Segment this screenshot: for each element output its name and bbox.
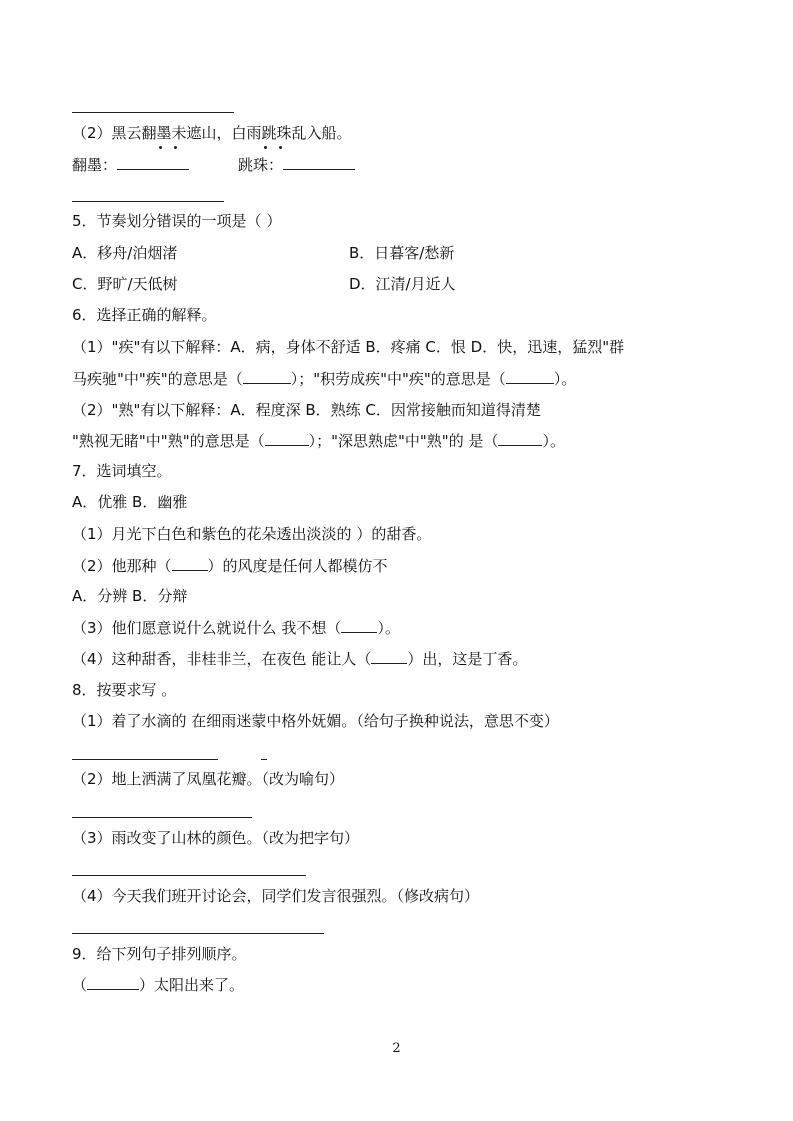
answer-line-q4-1[interactable] bbox=[72, 112, 234, 113]
q9-title: 9．给下列句子排列顺序。 bbox=[72, 945, 247, 963]
q8-title: 8．按要求写 。 bbox=[72, 681, 177, 699]
q8-sentence-4: （4）今天我们班开讨论会，同学们发言很强烈。（修改病句） bbox=[72, 887, 480, 905]
q6-title: 6．选择正确的解释。 bbox=[72, 306, 217, 324]
q5-option-a[interactable]: A．移舟/泊烟渚 bbox=[72, 244, 178, 262]
answer-line-q4-2[interactable] bbox=[72, 201, 224, 202]
q8-sentence-2: （2）地上洒满了凤凰花瓣。（改为喻句） bbox=[72, 770, 345, 788]
answer-line-q8-1b[interactable] bbox=[261, 759, 267, 760]
page-number: 2 bbox=[392, 1041, 401, 1056]
q6-blank-2[interactable] bbox=[506, 369, 554, 384]
q7-blank-4[interactable] bbox=[371, 649, 407, 664]
q6-blank-1[interactable] bbox=[243, 369, 291, 384]
emphasis-dot-fan bbox=[159, 146, 162, 149]
answer-line-q8-3[interactable] bbox=[72, 875, 306, 876]
q7-sentence-4: （4）这种甜香，非桂非兰，在夜色 能让人（ ）出，这是丁香。 bbox=[72, 650, 528, 668]
q7-sentence-2: （2）他那种（ ）的风度是任何人都模仿不 bbox=[72, 557, 388, 575]
q5-option-b[interactable]: B．日暮客/愁新 bbox=[349, 244, 455, 262]
tiaozhu-label: 跳珠： bbox=[238, 156, 284, 174]
q6-part1-line1: （1）"疾"有以下解释：A．病，身体不舒适 B．疼痛 C．恨 D．快，迅速，猛烈"群 bbox=[72, 338, 625, 356]
answer-line-q8-1[interactable] bbox=[72, 759, 218, 760]
q6-part2-line1: （2）"熟"有以下解释：A．程度深 B．熟练 C．因常接触而知道得清楚 bbox=[72, 401, 541, 419]
q4-fanmo-row bbox=[72, 155, 189, 175]
q5-option-c[interactable]: C．野旷/天低树 bbox=[72, 275, 178, 293]
q5-option-d[interactable]: D．江清/月近人 bbox=[349, 275, 456, 293]
q8-sentence-1: （1）着了水滴的 在细雨迷蒙中格外妩媚。（给句子换种说法，意思不变） bbox=[72, 712, 559, 730]
fanmo-blank[interactable] bbox=[117, 155, 189, 170]
q8-sentence-3: （3）雨改变了山林的颜色。（改为把字句） bbox=[72, 829, 360, 847]
emphasis-dot-zhu bbox=[279, 146, 282, 149]
q7-sentence-3: （3）他们愿意说什么就说什么 我不想（ ）。 bbox=[72, 619, 400, 637]
q7-blank-3[interactable] bbox=[341, 618, 377, 633]
answer-line-q8-2[interactable] bbox=[72, 817, 252, 818]
fanmo-label: 翻墨： bbox=[72, 156, 118, 174]
tiaozhu-blank[interactable] bbox=[283, 155, 355, 170]
q7-word-group-1: A．优雅 B．幽雅 bbox=[72, 493, 188, 511]
q4-line2: （2）黑云翻墨未遮山，白雨跳珠乱入船。 bbox=[72, 124, 352, 142]
q6-blank-4[interactable] bbox=[498, 431, 542, 446]
answer-line-q8-4[interactable] bbox=[72, 933, 324, 934]
q7-sentence-1: （1）月光下白色和紫色的花朵透出淡淡的 ）的甜香。 bbox=[72, 525, 432, 543]
q7-title: 7．选词填空。 bbox=[72, 462, 172, 480]
q4-tiaozhu-row bbox=[238, 155, 355, 175]
q7-word-group-2: A．分辨 B．分辩 bbox=[72, 587, 188, 605]
q9-sentence-1: （ ）太阳出来了。 bbox=[72, 976, 245, 994]
q6-part1-line2: 马疾驰"中"疾"的意思是（ ）；"积劳成疾"中"疾"的意思是（ ）。 bbox=[72, 370, 577, 388]
emphasis-dot-mo bbox=[174, 146, 177, 149]
q9-order-blank-1[interactable] bbox=[87, 975, 139, 990]
q6-part2-line2: "熟视无睹"中"熟"的意思是（ ）；"深思熟虑"中"熟"的 是（ ）。 bbox=[72, 432, 565, 450]
q5-title: 5．节奏划分错误的一项是（ ） bbox=[72, 212, 282, 230]
emphasis-dot-tiao bbox=[264, 146, 267, 149]
q7-blank-2[interactable] bbox=[172, 556, 208, 571]
q6-blank-3[interactable] bbox=[265, 431, 309, 446]
